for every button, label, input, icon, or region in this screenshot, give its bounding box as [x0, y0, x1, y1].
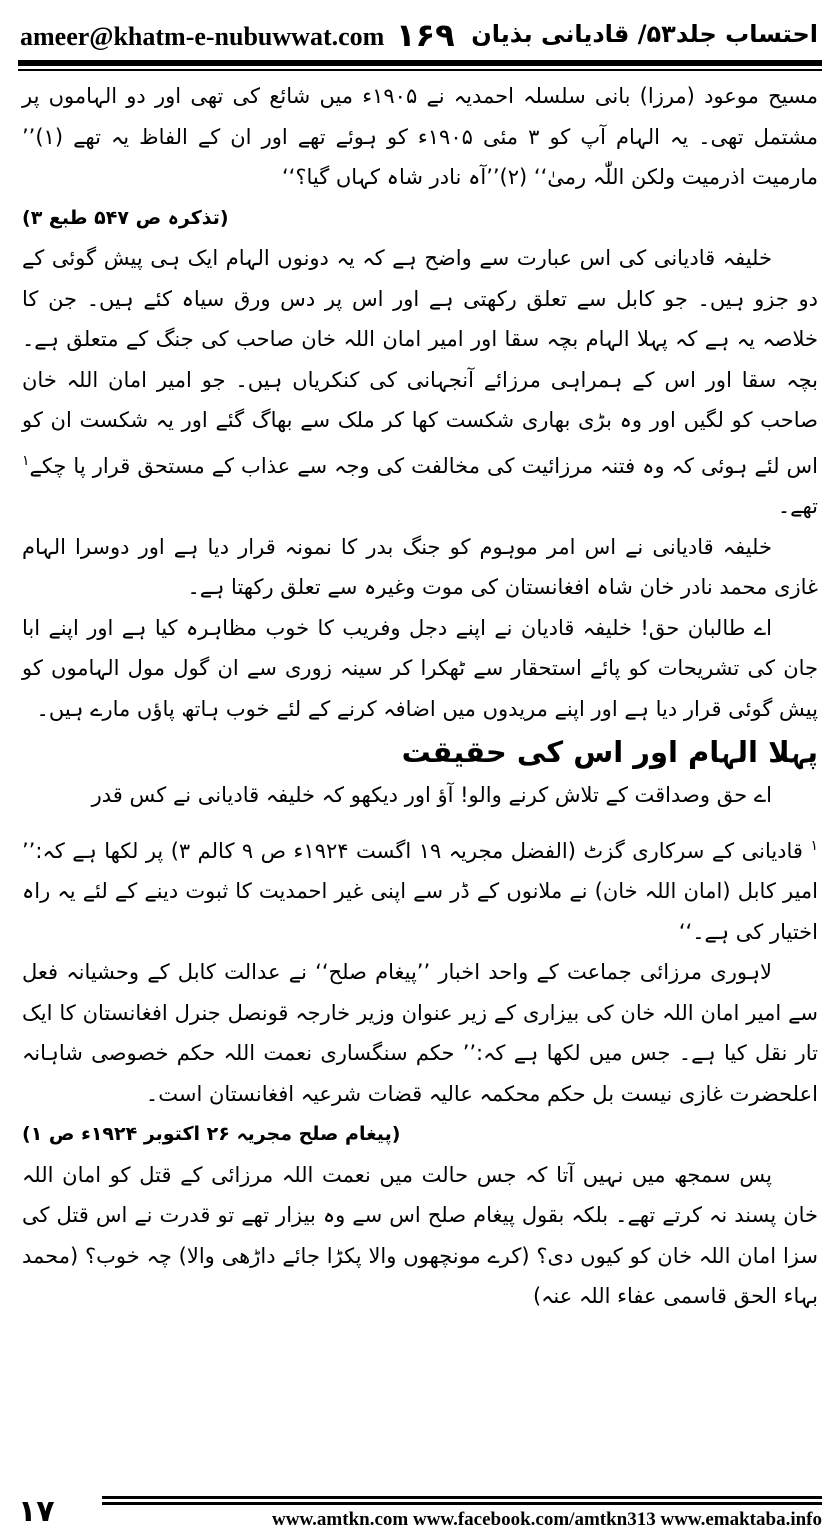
paragraph-2 — [22, 238, 818, 527]
citation-tazkira: (تذکرہ ص ۵۴۷ طبع ۳) — [22, 206, 229, 229]
paragraph-1 — [22, 76, 818, 198]
footnote-paragraph-2-text: لاہوری مرزائی جماعت کے واحد اخبار ’’پیغام صلح‘‘ نے عدالت کابل کے وحشیانہ فعل سے امیر امان اللہ خان کی بیزاری کے زیر عنوان وزیر خارجہ قونصل جنرل افغانستان کا ایک تار نقل کیا ہے۔ جس میں لکھا ہے کہ:’’ حکم سنگساری نعمت اللہ حکم خصوصی شاہانہ اعلحضرت غازی نیست بل حکم محکمہ عالیہ قضات شرعیہ افغانستان است۔ — [22, 960, 818, 1106]
header-title: احتساب جلد۵۳/ قادیانی بذیان — [471, 20, 818, 48]
footer-urls: www.amtkn.com www.facebook.com/amtkn313 www.emaktaba.info — [272, 1509, 822, 1530]
paragraph-4: اے طالبان حق! خلیفہ قادیان نے اپنے دجل وفریب کا خوب مظاہرہ کیا ہے اور اپنے ابا جان کی تشریحات کو پائے استحقار سے ٹھکرا کر سینہ زوری سے ان گول مول الہاموں کو پیش گوئی قرار دیا ہے اور اپنے مریدوں میں اضافہ کرنے کے لئے خوب ہاتھ پاؤں مارے ہیں۔ — [22, 615, 818, 721]
section-heading: پہلا الہام اور اس کی حقیقت — [401, 735, 818, 769]
paragraph-3: خلیفہ قادیانی نے اس امر موہوم کو جنگ بدر کا نمونہ قرار دیا ہے اور دوسرا الہام غازی محمد نادر خان شاہ افغانستان کی موت وغیرہ سے تعلق رکھتا ہے۔ — [22, 534, 818, 599]
footer-page-number: ۱۷ — [18, 1494, 55, 1529]
page-body — [22, 76, 818, 1317]
header-page-number: ۱۶۹ — [396, 16, 455, 54]
citation-row-1 — [22, 198, 818, 239]
header-email: ameer@khatm-e-nubuwwat.com — [20, 22, 385, 51]
footnote-1 — [22, 826, 818, 953]
footnote-1-text: قادیانی کے سرکاری گزٹ (الفضل مجریہ ۱۹ اگست ۱۹۲۴ء ص ۹ کالم ۳) پر لکھا ہے کہ:’’ امیر کابل (امان اللہ خان) نے ملانوں کے ڈر سے اپنی غیر احمدیت کا ثبوت دینے کے لئے یہ راہ اختیار کی ہے۔‘‘ — [22, 838, 818, 944]
footnote-paragraph-2 — [22, 952, 818, 1114]
paragraph-5: اے حق وصداقت کے تلاش کرنے والو! آؤ اور دیکھو کہ خلیفہ قادیانی نے کس قدر — [91, 783, 772, 807]
footer-rule-top — [102, 1496, 822, 1499]
paragraph-2-text: خلیفہ قادیانی کی اس عبارت سے واضح ہے کہ یہ دونوں الہام ایک ہی پیش گوئی کے دو جزو ہیں۔ جو کابل سے تعلق رکھتی ہے اور اس پر دس ورق سیاہ کئے ہیں۔ جن کا خلاصہ یہ ہے کہ پہلا الہام بچہ سقا اور امیر امان اللہ خان صاحب کی جنگ کے متعلق ہے۔ بچہ سقا اور اس کے ہمراہی مرزائے آنجہانی کی کنکریاں ہیں۔ جو امیر امان اللہ خان صاحب کو لگیں اور وہ بڑی بھاری شکست کھا کر ملک سے بھاگ گئے اور یہ شکست ان کو اس لئے ہوئی کہ وہ فتنہ مرزائیت کی مخالفت کی وجہ سے عذاب کے مستحق قرار پا چکے — [22, 246, 818, 478]
header-rule-thin — [18, 69, 822, 71]
header-rule-thick — [18, 60, 822, 66]
footnote-mark: ۱ — [810, 837, 818, 854]
footnote-separator — [22, 816, 818, 826]
citation-paigham-sulh: (پیغام صلح مجریہ ۲۶ اکتوبر ۱۹۲۴ء ص ۱) — [22, 1123, 401, 1145]
citation-row-2 — [22, 1114, 818, 1155]
footer-rule-bottom — [102, 1502, 822, 1505]
footnote-paragraph-3: پس سمجھ میں نہیں آتا کہ جس حالت میں نعمت اللہ مرزائی کے قتل کو امان اللہ خان پسند نہ کرتے تھے۔ بلکہ بقول پیغام صلح اس سے وہ بیزار تھے تو قدرت نے اس قتل کی سزا امان اللہ خان کو کیوں دی؟ (کرے مونچھوں والا پکڑا جائے داڑھی والا) چہ خوب؟ (محمد بہاء الحق قاسمی عفاء اللہ عنہ) — [22, 1162, 818, 1308]
page-footer — [18, 1494, 822, 1534]
footnote-reference: ۱ — [22, 452, 30, 469]
paragraph-1-text: مسیح موعود (مرزا) بانی سلسلہ احمدیہ نے ۱۹۰۵ء میں شائع کی تھی اور دو الہاموں پر مشتمل تھی۔ یہ الہام آپ کو ۳ مئی ۱۹۰۵ء کو ہوئے تھے اور ان کے الفاظ یہ تھے (۱)’’ مارمیت اذرمیت ولکن اللّٰہ رمیٰ‘‘ (۲)’’آہ نادر شاہ کہاں گیا؟‘‘ — [22, 84, 818, 189]
paragraph-2-end: تھے۔ — [777, 494, 818, 518]
page-header — [18, 14, 822, 56]
